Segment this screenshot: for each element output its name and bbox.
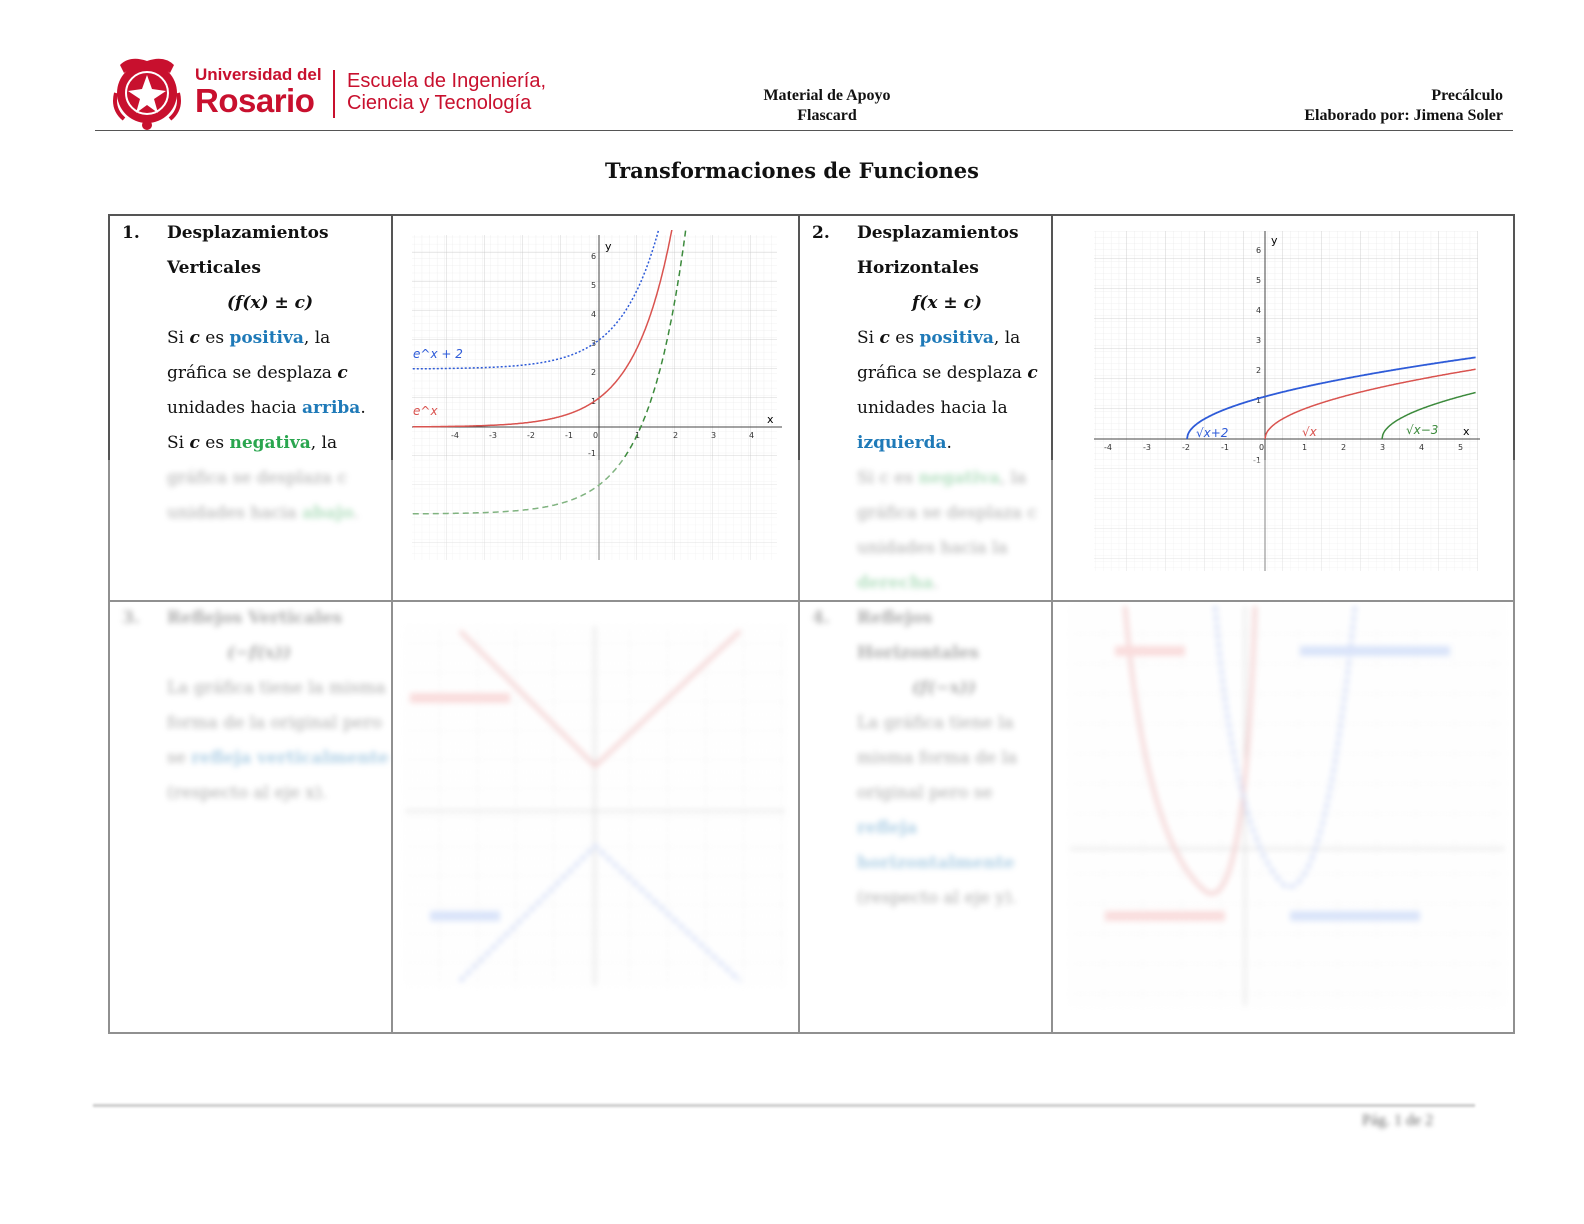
section-vertical-shift (122, 216, 387, 596)
svg-text:1: 1 (635, 431, 641, 440)
svg-text:-1: -1 (1253, 456, 1261, 465)
svg-text:-4: -4 (451, 431, 459, 440)
svg-text:0: 0 (1259, 443, 1265, 452)
graph-vertical-shift (407, 230, 787, 565)
svg-text:3: 3 (591, 339, 597, 348)
formula: (f(−x)) (912, 678, 976, 698)
text-line: gráfica se desplaza c (857, 363, 1038, 383)
text-line: unidades hacia arriba. (167, 398, 366, 418)
graph-horizontal-reflection (1065, 601, 1510, 1011)
svg-text:4: 4 (1419, 443, 1425, 452)
x-axis-label: x (1463, 425, 1470, 438)
section-title: Horizontales (857, 258, 979, 278)
graph-horizontal-shift (1088, 226, 1483, 576)
label-exp-plus-2: e^x + 2 (413, 347, 463, 361)
svg-text:5: 5 (591, 281, 597, 290)
text-line: unidades hacia la (857, 398, 1008, 418)
section-number: 2. (812, 223, 830, 243)
formula: (−f(x)) (227, 643, 291, 663)
y-axis-label: y (1271, 234, 1278, 247)
label-sqrt-x: √x (1302, 425, 1317, 439)
svg-text:6: 6 (1256, 246, 1262, 255)
column-divider (798, 216, 800, 1032)
text-line: derecha. (857, 573, 939, 593)
text-line: original pero se (857, 783, 993, 803)
text-line: izquierda. (857, 433, 952, 453)
school-name: Escuela de Ingeniería, Ciencia y Tecnología (347, 70, 547, 114)
svg-text:-1: -1 (588, 449, 596, 458)
section-title: Desplazamientos (857, 223, 1019, 243)
label-sqrt-x-minus-3: √x−3 (1406, 423, 1439, 437)
text-line: Si c es negativa, la (857, 468, 1027, 488)
header-right: Precálculo Elaborado por: Jimena Soler (1304, 87, 1503, 124)
section-vertical-reflection (122, 601, 387, 1031)
text-line: (respecto al eje y). (857, 888, 1017, 908)
text-line: Si c es positiva, la (857, 328, 1021, 348)
section-number: 1. (122, 223, 140, 243)
svg-text:-2: -2 (1182, 443, 1190, 452)
university-name: Universidad del Rosario (195, 65, 322, 119)
text-line: gráfica se desplaza c (167, 468, 347, 488)
svg-text:3: 3 (711, 431, 717, 440)
text-line: gráfica se desplaza c (167, 363, 348, 383)
svg-text:2: 2 (1256, 366, 1262, 375)
svg-text:-3: -3 (489, 431, 497, 440)
section-number: 4. (812, 608, 830, 628)
formula: f(x ± c) (912, 293, 982, 313)
text-line: forma de la original pero (167, 713, 382, 733)
text-line: unidades hacia la (857, 538, 1008, 558)
section-horizontal-reflection (812, 601, 1048, 1031)
graph-vertical-reflection (400, 621, 790, 991)
svg-text:3: 3 (1256, 336, 1262, 345)
section-title: Reflejos (857, 608, 933, 628)
y-axis-label: y (605, 240, 612, 253)
svg-text:2: 2 (591, 368, 597, 377)
text-line: horizontalmente (857, 853, 1015, 873)
text-line: La gráfica tiene la (857, 713, 1014, 733)
section-title: Reflejos Verticales (167, 608, 343, 628)
svg-text:2: 2 (673, 431, 679, 440)
footer-divider (93, 1104, 1475, 1107)
x-axis-label: x (767, 413, 774, 426)
svg-text:1: 1 (1256, 396, 1262, 405)
text-line: Si c es positiva, la (167, 328, 331, 348)
text-line: unidades hacia abajo. (167, 503, 359, 523)
svg-text:1: 1 (1302, 443, 1308, 452)
university-seal-icon (110, 53, 185, 131)
text-line: gráfica se desplaza c (857, 503, 1037, 523)
section-title: Desplazamientos (167, 223, 329, 243)
text-line: misma forma de la (857, 748, 1018, 768)
column-divider (391, 216, 393, 1032)
text-line: (respecto al eje x). (167, 783, 327, 803)
section-title: Horizontales (857, 643, 979, 663)
svg-text:4: 4 (749, 431, 755, 440)
text-line: La gráfica tiene la misma (167, 678, 386, 698)
text-line: se refleja verticalmente (167, 748, 389, 768)
svg-text:-4: -4 (1104, 443, 1112, 452)
column-divider (1051, 216, 1053, 1032)
label-exp: e^x (413, 404, 438, 418)
svg-text:2: 2 (1341, 443, 1347, 452)
svg-text:3: 3 (1380, 443, 1386, 452)
svg-text:6: 6 (591, 252, 597, 261)
flashcard-table (108, 214, 1515, 1034)
svg-text:0: 0 (593, 431, 599, 440)
header-center: Material de Apoyo Flascard (763, 87, 891, 124)
svg-text:5: 5 (1458, 443, 1464, 452)
section-horizontal-shift (812, 216, 1048, 596)
text-line: refleja (857, 818, 918, 838)
page-header (95, 50, 1513, 131)
svg-text:-3: -3 (1143, 443, 1151, 452)
formula: (f(x) ± c) (227, 293, 314, 313)
svg-text:-1: -1 (565, 431, 573, 440)
text-line: Si c es negativa, la (167, 433, 338, 453)
svg-text:-1: -1 (1221, 443, 1229, 452)
section-title: Verticales (167, 258, 261, 278)
page-title: Transformaciones de Funciones (605, 158, 979, 183)
section-number: 3. (122, 608, 140, 628)
svg-text:4: 4 (1256, 306, 1262, 315)
label-sqrt-x-plus-2: √x+2 (1196, 426, 1229, 440)
page-number: Pág. 1 de 2 (1362, 1112, 1434, 1129)
header-divider (333, 70, 335, 118)
svg-text:-2: -2 (527, 431, 535, 440)
svg-text:5: 5 (1256, 276, 1262, 285)
svg-text:1: 1 (591, 397, 597, 406)
svg-text:4: 4 (591, 310, 597, 319)
